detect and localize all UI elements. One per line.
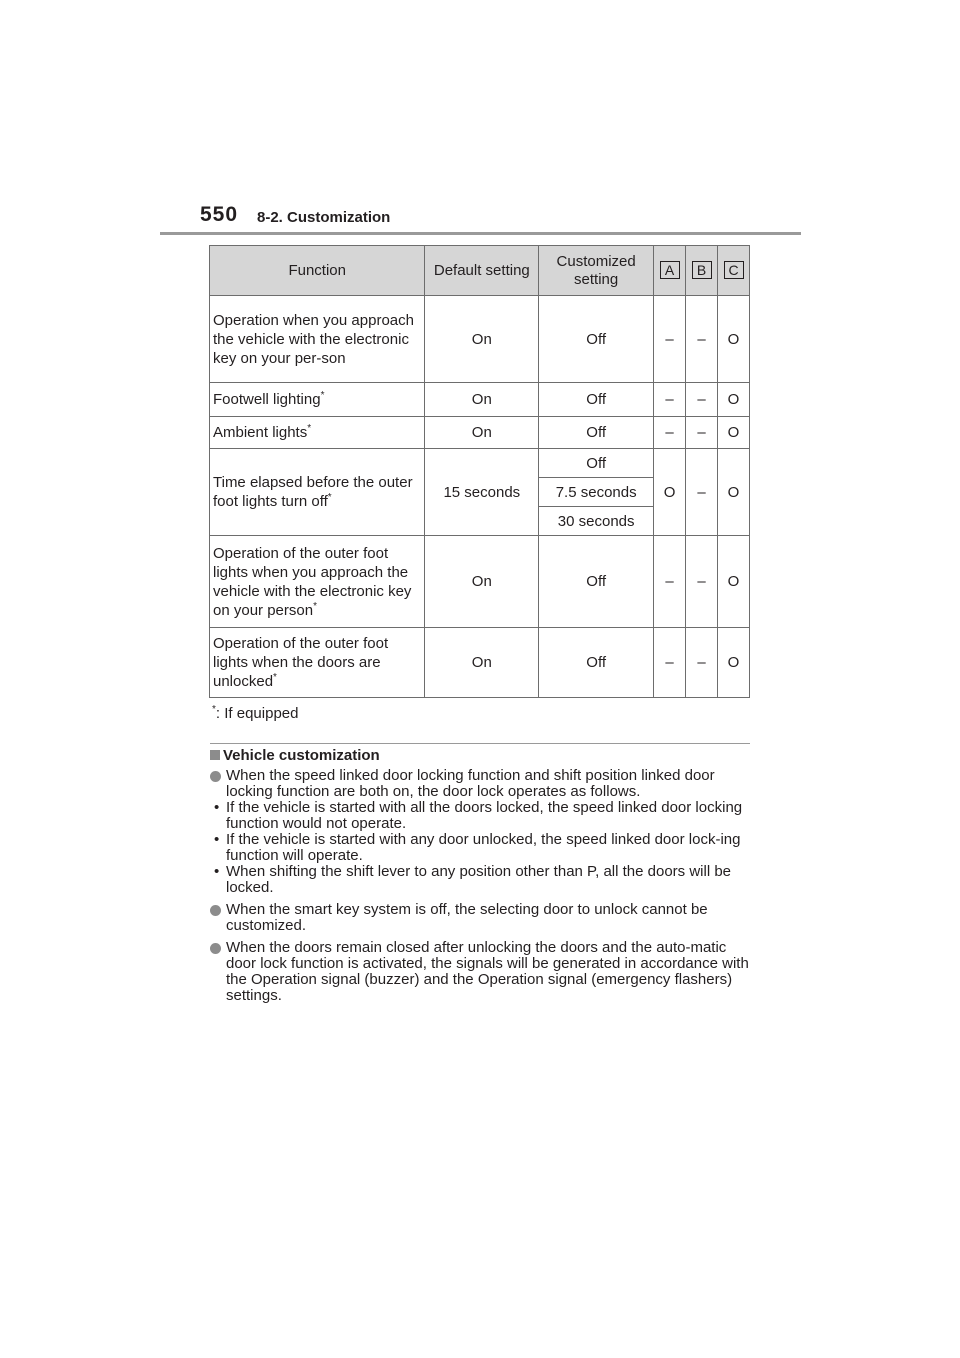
- sub-list-item: • If the vehicle is started with any door unlocked, the speed linked door lock-ing function will operate.: [214, 831, 741, 864]
- list-item: When the doors remain closed after unlocking the doors and the auto-matic door lock function is activated, the signals will be generated in accordance with the Operation signal (buzzer) and the Operation signal (emergency flashers) settings.: [210, 940, 755, 1004]
- header-function: Function: [210, 246, 425, 296]
- table-row: [210, 417, 750, 449]
- label-a-box: A: [660, 261, 680, 279]
- customization-table: [209, 245, 750, 698]
- row-b: –: [686, 383, 718, 417]
- row-c: O: [718, 296, 750, 383]
- dot-bullet-icon: •: [214, 863, 220, 880]
- section-heading: Vehicle customization: [210, 747, 380, 764]
- row-function: Ambient lights*: [210, 417, 425, 449]
- page-number: 550: [200, 203, 239, 226]
- dot-bullet-icon: •: [214, 799, 220, 816]
- circle-bullet-icon: [210, 771, 221, 782]
- table-row: [210, 628, 750, 698]
- section-title: 8-2. Customization: [257, 209, 391, 226]
- row-b: –: [686, 296, 718, 383]
- row-a: –: [654, 536, 686, 628]
- row-customized: Off: [539, 628, 654, 698]
- row-c: O: [718, 383, 750, 417]
- row-function: Time elapsed before the outer foot lights turn off*: [210, 449, 425, 536]
- header-default-setting: Default setting: [425, 246, 539, 296]
- footnote-mark: *: [212, 704, 216, 715]
- row-b: –: [686, 536, 718, 628]
- table-header-row: [210, 246, 750, 296]
- row-a: –: [654, 296, 686, 383]
- row-customized-option: 30 seconds: [539, 507, 654, 536]
- row-c: O: [718, 536, 750, 628]
- table-row: [210, 296, 750, 383]
- row-customized: Off: [539, 417, 654, 449]
- row-a: O: [654, 449, 686, 536]
- row-b: –: [686, 628, 718, 698]
- row-a: –: [654, 417, 686, 449]
- notes-list: [210, 768, 755, 1010]
- header-customized-setting: Customized setting: [539, 246, 654, 296]
- table-row: [210, 449, 750, 478]
- header-a: [654, 246, 686, 296]
- table-row: [210, 383, 750, 417]
- row-default: On: [425, 536, 539, 628]
- table-row: [210, 536, 750, 628]
- row-default: 15 seconds: [425, 449, 539, 536]
- asterisk: *: [307, 423, 312, 434]
- list-item: When the speed linked door locking function and shift position linked door locking function are both on, the door lock operates as follows.: [210, 768, 755, 800]
- row-function: Footwell lighting*: [210, 383, 425, 417]
- header-c: [718, 246, 750, 296]
- label-b-box: B: [692, 261, 712, 279]
- row-default: On: [425, 628, 539, 698]
- row-c: O: [718, 628, 750, 698]
- label-c-box: C: [724, 261, 744, 279]
- circle-bullet-icon: [210, 943, 221, 954]
- header-rule: [160, 232, 801, 235]
- row-a: –: [654, 628, 686, 698]
- row-customized: Off: [539, 536, 654, 628]
- footnote: *: If equipped: [212, 704, 299, 722]
- row-b: –: [686, 417, 718, 449]
- row-c: O: [718, 449, 750, 536]
- sub-list-item: • When shifting the shift lever to any position other than P, all the doors will be locked.: [214, 863, 732, 896]
- row-function: Operation when you approach the vehicle with the electronic key on your per-son: [210, 296, 425, 383]
- asterisk: *: [320, 390, 325, 401]
- row-default: On: [425, 417, 539, 449]
- row-b: –: [686, 449, 718, 536]
- row-default: On: [425, 296, 539, 383]
- asterisk: *: [327, 492, 332, 503]
- row-customized-option: 7.5 seconds: [539, 478, 654, 507]
- circle-bullet-icon: [210, 905, 221, 916]
- square-bullet-icon: [210, 750, 220, 760]
- header-b: [686, 246, 718, 296]
- asterisk: *: [313, 600, 317, 612]
- row-function: Operation of the outer foot lights when the doors are unlocked*: [210, 628, 425, 698]
- dot-bullet-icon: •: [214, 831, 220, 848]
- asterisk: *: [273, 672, 277, 683]
- row-default: On: [425, 383, 539, 417]
- row-customized-option: Off: [539, 449, 654, 478]
- row-c: O: [718, 417, 750, 449]
- row-function: Operation of the outer foot lights when you approach the vehicle with the electronic key on your person*: [210, 536, 425, 628]
- row-customized: Off: [539, 383, 654, 417]
- row-customized: Off: [539, 296, 654, 383]
- row-a: –: [654, 383, 686, 417]
- section-divider: [210, 743, 750, 744]
- list-item: When the smart key system is off, the selecting door to unlock cannot be customized.: [210, 902, 755, 934]
- sub-list-item: • If the vehicle is started with all the doors locked, the speed linked door locking function would not operate.: [214, 799, 743, 832]
